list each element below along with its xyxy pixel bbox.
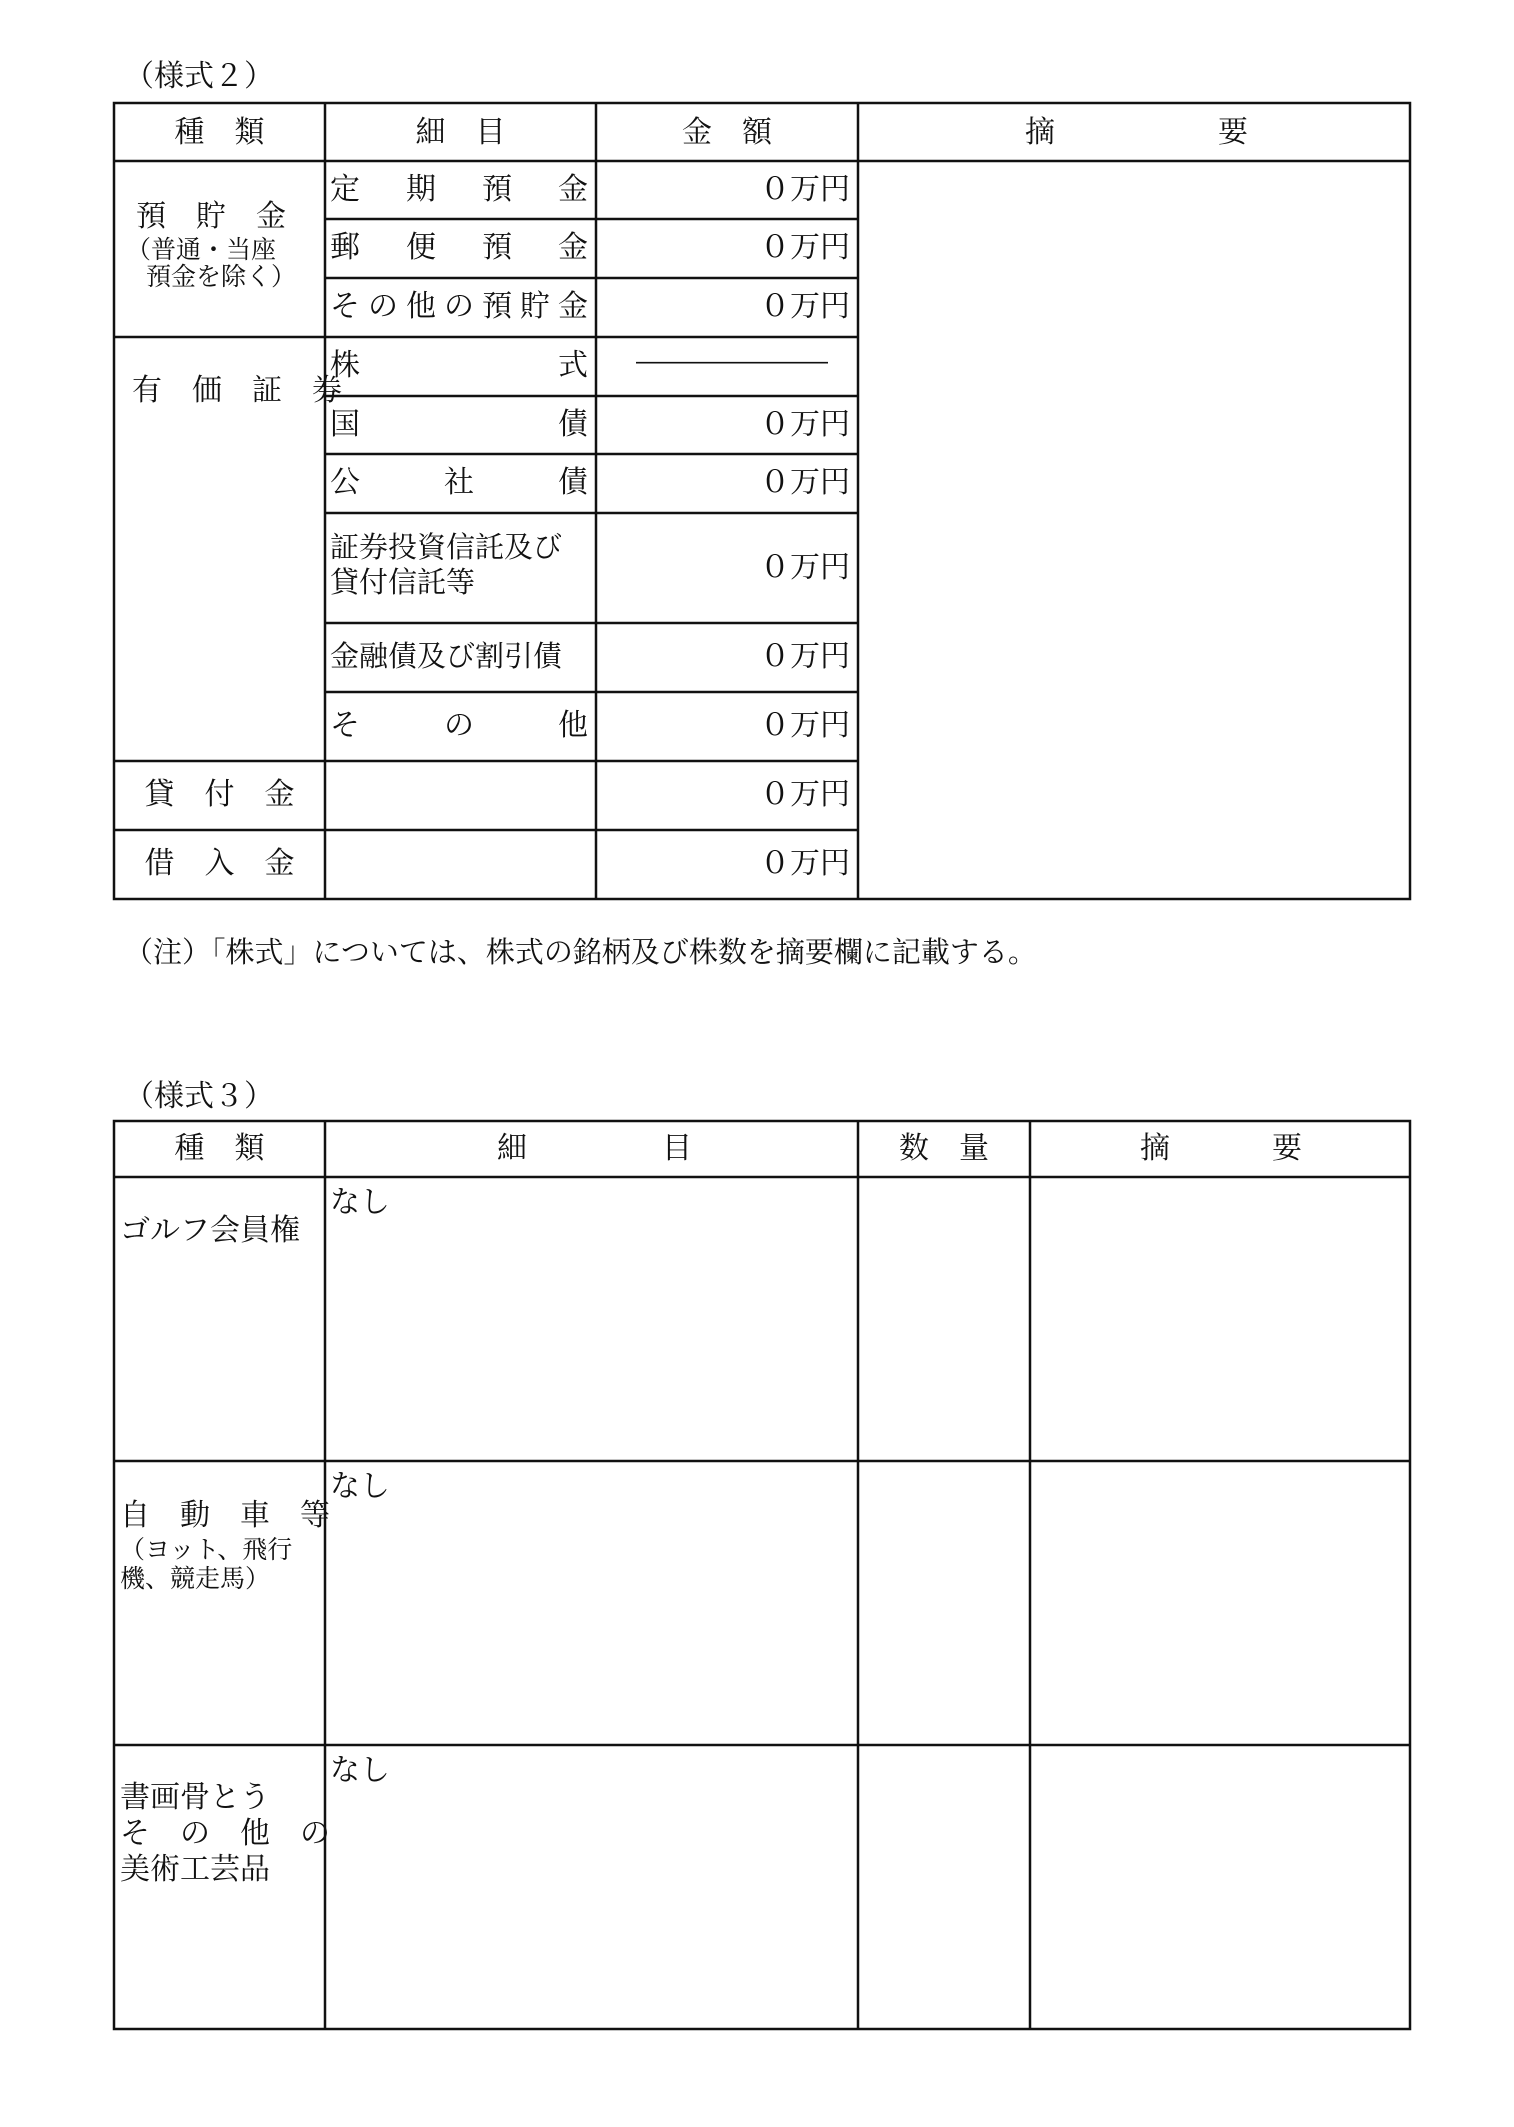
securities-row2-amount: ０万円 <box>760 407 850 442</box>
form2-header-summary-left: 摘 <box>1025 115 1055 150</box>
form2-caption: （様式２） <box>124 59 274 94</box>
char: 期 <box>406 172 436 207</box>
form2-header-amount: 金 額 <box>682 115 772 150</box>
deposit-label: 預 貯 金 <box>136 199 286 234</box>
vehicle-note-line1: （ヨット、飛行 <box>120 1535 293 1564</box>
securities-row6-amount: ０万円 <box>760 708 850 743</box>
loan-amount: ０万円 <box>760 777 850 812</box>
vehicle-detail: なし <box>330 1469 390 1504</box>
form2-header-detail: 細 目 <box>415 115 506 150</box>
char: の <box>444 708 474 743</box>
char: 金 <box>558 289 588 324</box>
char: 他 <box>406 289 436 324</box>
char: 国 <box>330 407 360 442</box>
golf-membership-detail: なし <box>330 1185 390 1220</box>
char: 公 <box>330 465 360 500</box>
form3-header-summary-left: 摘 <box>1140 1131 1170 1166</box>
char: 預 <box>482 230 512 265</box>
form3-header-detail-right: 目 <box>662 1131 692 1166</box>
char: の <box>368 289 398 324</box>
deposit-note-line1: （普通・当座 <box>126 235 277 264</box>
char: 金 <box>558 230 588 265</box>
char: 預 <box>482 289 512 324</box>
char: 貯 <box>520 289 550 324</box>
deposit-row3-amount: ０万円 <box>760 289 850 324</box>
deposit-row2-amount: ０万円 <box>760 230 850 265</box>
form2-header-kind: 種 類 <box>174 115 265 150</box>
securities-row4-detail-line2: 貸付信託等 <box>330 565 476 599</box>
form3-header-kind: 種 類 <box>174 1131 265 1166</box>
char: 金 <box>558 172 588 207</box>
art-detail: なし <box>330 1753 390 1788</box>
form2-header-summary-right: 要 <box>1218 115 1248 150</box>
securities-row4-detail-line1: 証券投資信託及び <box>330 530 563 564</box>
art-label-line1: 書画骨とう <box>120 1780 270 1815</box>
art-label-line3: 美術工芸品 <box>120 1852 270 1887</box>
securities-row5-amount: ０万円 <box>760 639 850 674</box>
art-label-line2: そ の 他 の <box>120 1816 330 1851</box>
deposit-note-line2: 預金を除く） <box>146 262 297 291</box>
char: 債 <box>558 407 588 442</box>
char: 株 <box>330 348 360 383</box>
borrow-label: 借 入 金 <box>144 846 295 881</box>
char: 預 <box>482 172 512 207</box>
vehicle-label: 自 動 車 等 <box>120 1498 330 1533</box>
char: そ <box>330 708 360 743</box>
char: 式 <box>558 348 588 383</box>
char: 郵 <box>330 230 360 265</box>
char: の <box>444 289 474 324</box>
securities-row4-amount: ０万円 <box>760 550 850 585</box>
char: 債 <box>558 465 588 500</box>
char: 定 <box>330 172 360 207</box>
golf-membership-label: ゴルフ会員権 <box>120 1213 300 1248</box>
char: そ <box>330 289 360 324</box>
borrow-amount: ０万円 <box>760 846 850 881</box>
securities-row5-detail: 金融債及び割引債 <box>330 639 563 673</box>
char: 便 <box>406 230 436 265</box>
securities-row1-amount: ―――――――― <box>636 349 828 373</box>
form3-header-detail-left: 細 <box>497 1131 527 1166</box>
form3-caption: （様式３） <box>124 1079 274 1114</box>
securities-row3-amount: ０万円 <box>760 465 850 500</box>
form3-header-qty: 数 量 <box>899 1131 989 1166</box>
vehicle-note-line2: 機、競走馬） <box>120 1564 271 1593</box>
char: 社 <box>444 465 474 500</box>
loan-label: 貸 付 金 <box>144 777 295 812</box>
deposit-row1-amount: ０万円 <box>760 172 850 207</box>
char: 他 <box>558 708 588 743</box>
form3-header-summary-right: 要 <box>1272 1131 1302 1166</box>
securities-label: 有 価 証 券 <box>132 373 342 408</box>
form2-note: （注）「株式」については、株式の銘柄及び株数を摘要欄に記載する。 <box>124 935 1037 969</box>
